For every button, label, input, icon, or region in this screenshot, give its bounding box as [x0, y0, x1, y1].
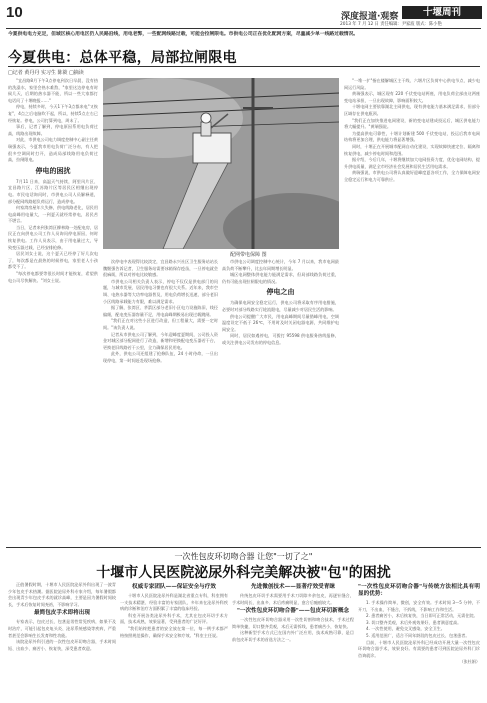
- paragraph: 为提高供电可靠性，十堰计划新建 500 千伏变电站，投运后我市电网结构将更加合理，供电能力将显著增强。: [344, 130, 480, 143]
- paragraph: 为确保电网安全稳定运行，供电公司将采取有序用电措施，必要时对部分线路实行轮流限电，尽量减少对居民生活的影响。: [222, 300, 339, 312]
- paragraph: 传统包皮环切手术需要用手术刀切除多余包皮，再逐针缝合，手术时间长、出血多、术后疼痛明显，愈合后瘢痕较大。: [232, 593, 354, 605]
- news-photo: [103, 78, 339, 249]
- story-lead: 今夏供电电力充足，但城区核心用电区仍人民路沿线，用电老弊，一些配网线路过载，可能会拉闸限电。市供电公司正在优化配网方案，尽量减少单一线路过载情况。: [8, 32, 359, 37]
- credit: （张杜娟）: [459, 659, 480, 665]
- paragraph: 同时，居民如遇停电，可拨打 95598 供电服务热线报修，或关注供电公司发布的停电信息。: [222, 333, 339, 345]
- paragraph: 黄瑞强表示，城区现有 220 千伏变电站两座，用电负荷全部由这两座变电站承担，一旦出现故障，影响面积较大。: [344, 91, 480, 103]
- story-column-1: [8, 78, 98, 542]
- section-subhead: "一次性包皮环切吻合器"与传统方法相比具有明显的优势：: [358, 584, 480, 597]
- paragraph: 对此，市供电公司电力调度控制中心副主任黄瑞强表示，今夏我市用电负荷广泛分布，有人把很多空调同时打开，造成局部线路用电负荷过高，拉闸限电。: [8, 137, 98, 163]
- power-line-worker-illustration: [103, 78, 339, 249]
- brand-banner: [402, 6, 482, 19]
- paragraph: "我们正在加快推进电网建设，新的变电站建成投运后，城区供电能力将大幅提升。"黄瑞强说。: [344, 117, 480, 130]
- story-column-2: [103, 259, 218, 542]
- ad-kicker: 一次性包皮环切吻合器 让您"一切了之": [174, 552, 313, 561]
- paragraph: 该院泌尿外科引进的一次性包皮环切吻合器，手术时间短、出血少、痛苦小、恢复快，深受患者欢迎。: [8, 639, 116, 651]
- paragraph: 记者从市供电公司了解到，今年迎峰度夏期间，公司投入资金对城区部分配网进行了改造，新增和更换配电变压器若干台，更换老旧线路若干公里，全力确保居民用电。: [103, 331, 218, 350]
- paragraph: 当日，记者来到张湾区柳林路一处配电房，居民正在向供电公司工作人员询问停电原因，何时恢复供电。工作人员表示，由于用电量过大，导致变压器过载，已经安排抢修。: [8, 224, 98, 250]
- paragraph: "宜昌路8月下午3点停电到次日早晨，没有热的洗澡水，家里会热水难熬，"家里这边停电有时候几天，后期的热水器不能，所以一些大家都打电话问了十堰晚报……": [8, 78, 98, 103]
- paragraph: 居民刘女士说，这个夏天已经停了好几次电了，每次都是在最热的时候停电，家里老人小孩都受不了。: [8, 251, 98, 270]
- paragraph: 一次性包皮环切吻合器采用一次性切割和吻合技术，手术过程简单快捷，切口整齐美观，术后无需拆线，患者痛苦小，恢复快。: [232, 617, 354, 629]
- ad-column-3: [232, 582, 354, 700]
- list-item: 3. 切口整齐美观，术后外观效果好，患者满意度高。: [366, 619, 462, 625]
- paragraph: 此外，供电公司还组建了抢修队伍，24 小时待命，一旦出现停电，第一时间赶赴现场抢修。: [103, 351, 218, 363]
- section-subhead: 停电之由: [266, 288, 295, 297]
- story-column-3: [222, 259, 339, 542]
- paragraph: 正值暑假时期，十堰市人民医院泌尿外科出现了一波青少年包皮手术热潮。据医院泌尿外科专家介绍，每年暑假都会出现青少年包皮手术的就诊高峰，主要是因为暑假时间较长，手术后恢复时间充裕，不影响学习。: [8, 582, 116, 607]
- paragraph: 同时，十堰正在开展城市配网自动化建设，实现故障快速定位、隔离和恢复供电，减少停电时间和范围。: [344, 143, 480, 156]
- paragraph: 市供电公司调度控制中心统计，今年 7 月以来，我市电网最高负荷不断攀升，比去年同期增长明显。: [222, 259, 339, 271]
- paragraph: 据了解，张湾区、茅箭区部分老旧小区电力设施陈旧，线径偏细，配电变压器容量不足，用电高峰期极易出现过载跳闸。: [103, 305, 218, 317]
- photo-caption: 配网带电保障 图: [230, 252, 267, 258]
- ad-column-1: [8, 582, 116, 700]
- paragraph: 黄瑞强说，市供电公司将认真做好迎峰度夏各项工作，全力保障电网安全稳定运行和电力可靠供应。: [344, 170, 480, 182]
- paragraph: 供电公司提醒广大市民，用电高峰期间尽量错峰用电，空调温度设定不低于 26℃，不用时及时关闭电器电源，共同维护电网安全。: [222, 313, 339, 332]
- list-item: 2. 患者痛苦小，术后恢复快，当日即可正常活动，无需住院。: [366, 613, 478, 619]
- section-subhead: "一次性包皮环切吻合器"——包皮环切新概念: [236, 608, 350, 615]
- page-number: 10: [6, 4, 23, 21]
- paragraph: "我们正在对这些小区进行改造，但工程量大，需要一定时间。"该负责人说。: [103, 318, 218, 330]
- paragraph: "每次停电都要等很长时间才能恢复，希望供电公司尽快解决。"刘女士说。: [8, 271, 98, 283]
- section-subhead: 先进微创技术——显著疗效受青睐: [251, 584, 335, 590]
- paragraph: 停电，持续多时，今天1下午3点都来电"又恢复"，4点之后电脑吹不起，所以，持续5点左右已经恢复。停电，公司打算到电，周末了。: [8, 104, 98, 123]
- dateline: 2013 年 7 月 12 日 责任编辑：尹家波 版式：陈小艳: [340, 22, 442, 27]
- section-title: 深度报道·观察: [341, 12, 399, 22]
- paragraph: 7月11 日来，高温天气持续，阿里风片区、宜昌路片区、江苏路片区等居民区相继出现停电。市民电话询问时，市供电公司人员解释道，部分配网线路超负荷运行，造成停电。: [8, 178, 98, 204]
- section-subhead: 停电的困扰: [35, 166, 71, 175]
- list-item: 4. 一次性使用，避免交叉感染，安全卫生。: [366, 626, 445, 632]
- paragraph: 次停电中表现得比较淡定，宜昌路永兴社区卫生服务站站长魏继强告诉记者，卫生服务站需要冰箱保存疫苗，一旦停电就会很麻烦，所以对停电比较敏感。: [103, 259, 218, 278]
- story-column-4: [344, 78, 480, 542]
- paragraph: 何家湾房屋年久失修，供电线路老化，居民用电高峰用电量大，一到夏天就经常停电，居民苦不堪言。: [8, 205, 98, 224]
- story-headline: 今夏供电：总体平稳，局部拉闸限电: [8, 50, 237, 66]
- paragraph: 市供电公司相关负责人表示，停电不仅仅是供电部门的问题，与城市发展、居民用电习惯也有很大关系。近年来，我市空调、电热水器等大功率电器普及，用电负荷增长迅速，部分老旧小区线路承载能力有限，难以满足需求。: [103, 278, 218, 304]
- headline-rule: [8, 66, 480, 67]
- paragraph: "一堆一扩"指在楼解城区主干线、六堰片区负荷中心供电节点、减少电网运行风险。: [344, 78, 480, 90]
- paragraph: 科室开展各类泌尿外科手术，尤其在包皮环切手术方面，技术成熟，效果显著，受到患者的广泛好评。: [120, 612, 228, 625]
- paragraph: 事后，记者了解到，停电原因系用电负荷过高，线路出现故障。: [8, 124, 98, 136]
- list-item: 1. 手术操作简单，微创，安全有效。手术时间 3～5 分钟，不开刀，不出血，不缝合，不拆线，不影响工作和生活。: [358, 600, 480, 612]
- paragraph: 城区电网整体供电能力能满足需求，但局部线路负荷过重，仍有可能出现拉闸限电的情况。: [222, 272, 339, 284]
- paragraph: "我们始终把患者的安全放在第一位，每一例手术都严格按照规范操作，确保手术安全和疗效。"科室主任说。: [120, 625, 228, 638]
- brand-title: 十堰周刊: [422, 7, 461, 18]
- ad-headline: 十堰市人民医院泌尿外科完美解决被"包"的困扰: [96, 565, 391, 581]
- story-divider-rule: [6, 547, 481, 548]
- header-rule: [6, 28, 481, 29]
- list-item: 5. 适用范围广，适合不同年龄段的包皮过长、包茎患者。: [366, 632, 470, 638]
- paragraph: 专家表示，包皮过长、包茎是男性常见疾病，如果不及时治疗，可能引起包皮龟头炎、泌尿系统感染等疾病，严重者甚至会影响生长发育和性功能。: [8, 619, 116, 638]
- paragraph: 据介绍，今后几年，十堰将继续加大电网投资力度，优化电网结构，提升供电质量，满足全市经济社会发展和居民生活用电需求。: [344, 157, 480, 169]
- paragraph: 十堰电网主要依靠湖北主网供电，现有供电能力基本满足需求，但部分区域存在供电瓶颈。: [344, 104, 480, 116]
- ad-column-2: [120, 582, 228, 700]
- paragraph: 十堰市人民医院泌尿外科是湖北省重点专科，科室拥有一支技术精湛、经验丰富的专家团队，多年来在泌尿外科疾病的诊断和治疗方面积累了丰富的临床经验。: [120, 593, 228, 612]
- byline: □记者 黄丹丹 实习生 陈筱 □摘读: [8, 70, 84, 76]
- section-subhead: 最简包皮手术即将出现: [34, 610, 90, 617]
- ad-column-4: [358, 582, 480, 700]
- paragraph: 这种新型手术方式已在国内外广泛应用，技术成熟可靠，是目前包皮环切手术的首选方法之一。: [232, 630, 354, 642]
- paragraph: 目前，十堰市人民医院泌尿外科已经成功开展大量一次性包皮环切吻合器手术，效果良好。有需要的患者可到医院泌尿外科门诊咨询就诊。: [358, 639, 480, 658]
- section-subhead: 权威专家团队——保证安全与疗效: [132, 584, 216, 590]
